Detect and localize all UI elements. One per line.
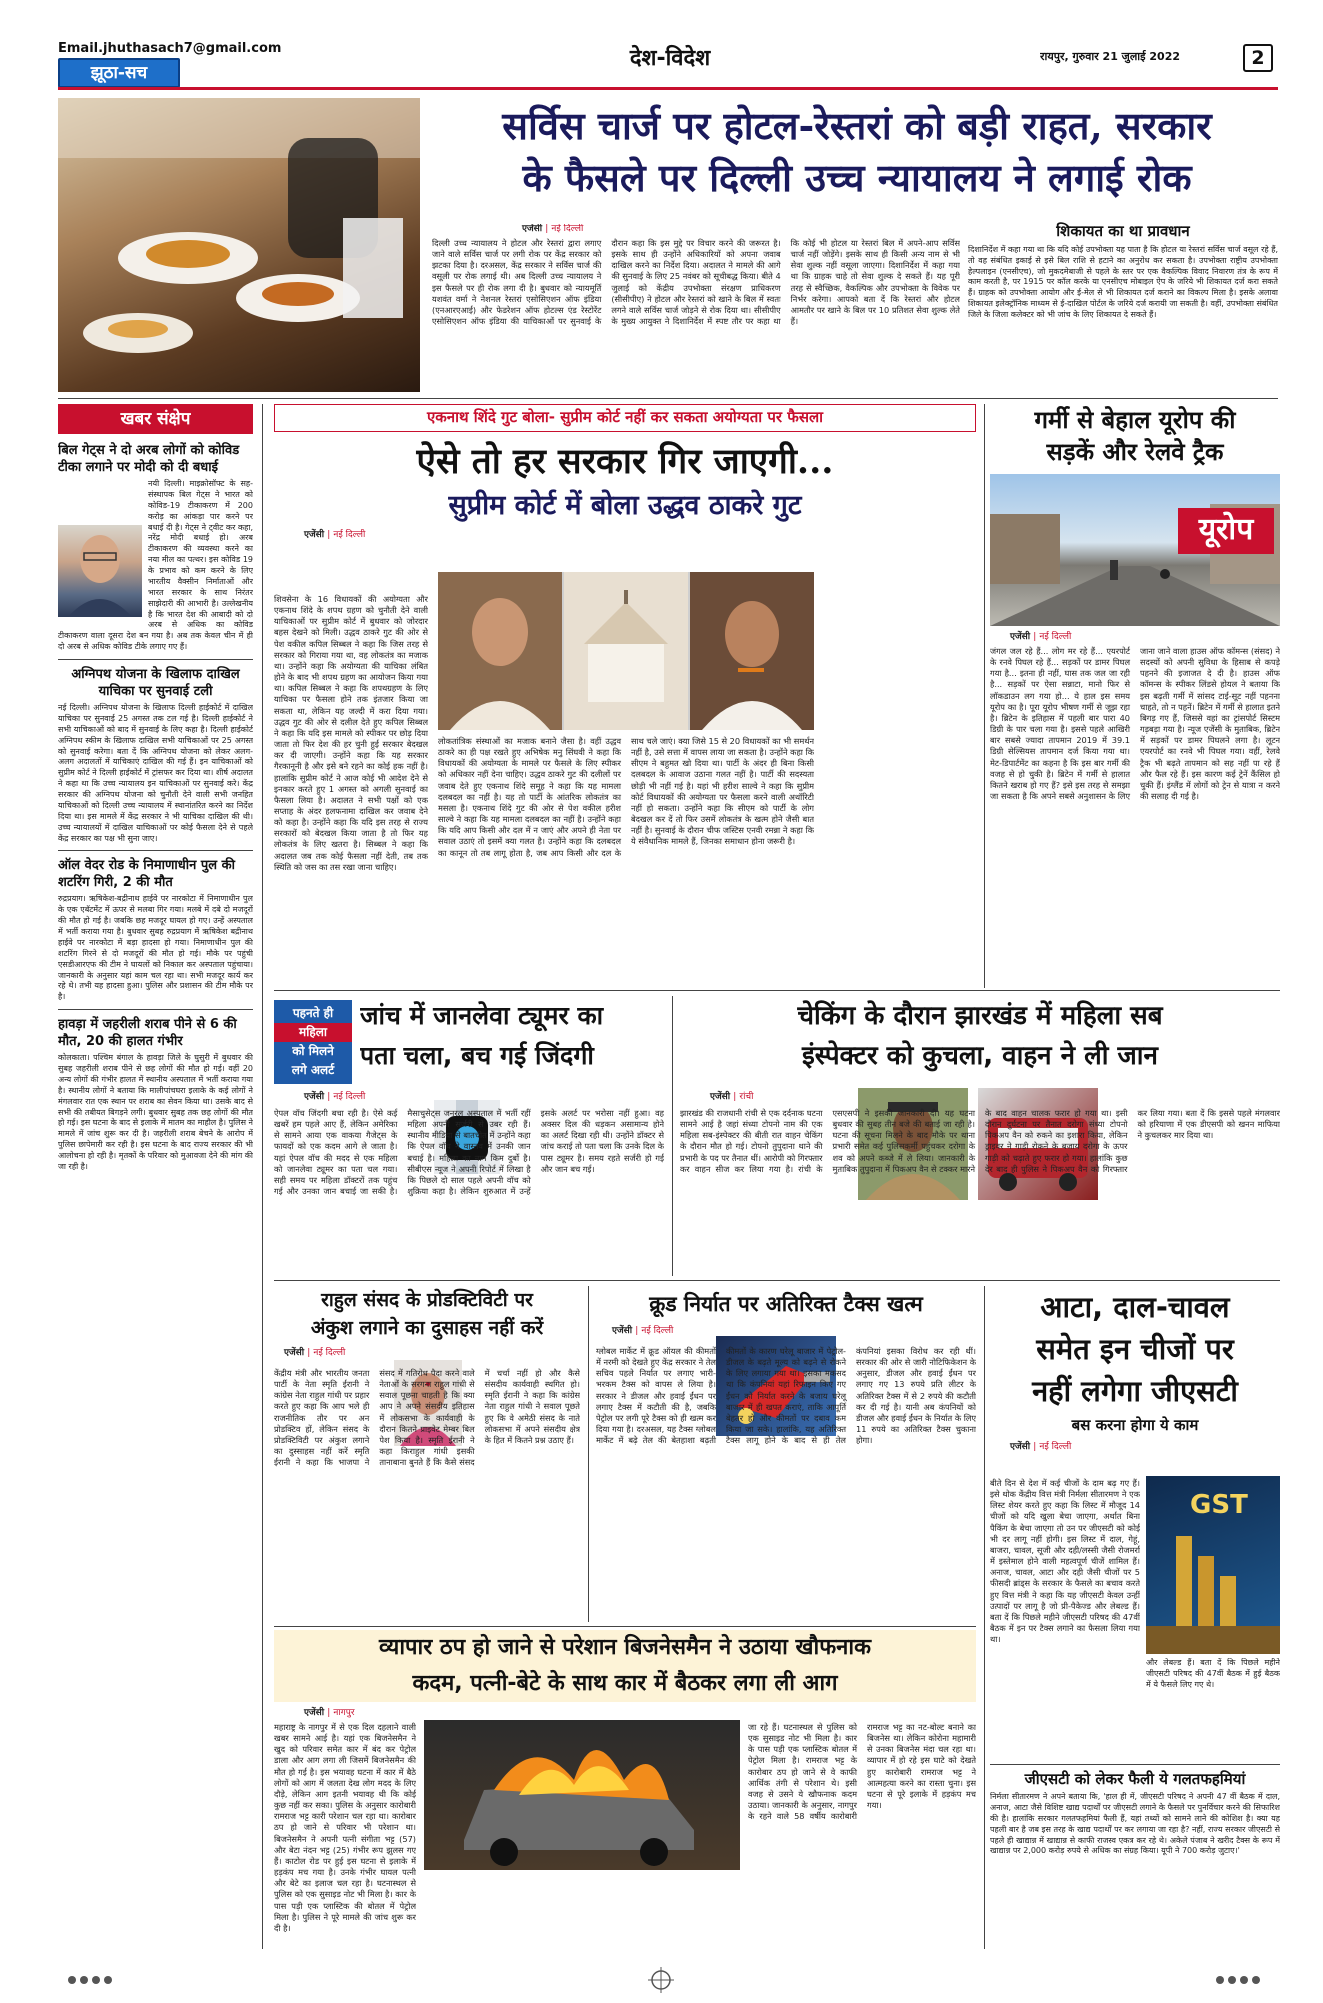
shinde-photos: [438, 572, 814, 730]
masthead: [0, 0, 1323, 90]
brief-item: [58, 442, 253, 653]
gst-headline: [990, 1286, 1280, 1412]
shinde-text-right: लोकतांत्रिक संस्थाओं का मजाक बनाने जैसा है। वहीं उद्धव ठाकरे का ही पक्ष रखते हुए अभिषेक मनु सिंघवी ने कहा कि विधायकों की अयोग्यता के मामले पर फैसले के लिए स्पीकर को अधिकार नहीं देना चाहिए। उद्धव ठाकरे गुट की दलीलों पर जवाब देते हुए एकनाथ शिंदे समूह ने कहा कि यह मामला दलबदल का नहीं है। यह तो पार्टी के आंतरिक लोकतंत्र का मसला है। एकनाथ शिंदे गुट की ओर से पेश वकील हरीश साल्वे ने कहा कि यह मामला दलबदल का नहीं है। उन्होंने कहा कि यदि आप किसी और दल में न जाएं और अपने ही नेता पर सवाल उठाएं तो इसमें क्या गलत है। उन्होंने कहा कि दलबदल का कानून तो तब लागू होता है, जब आप किसी और दल के साथ चले जाएं। क्या जिसे 15 से 20 विधायकों का भी समर्थन नहीं है, उसे सत्ता में वापस लाया जा सकता है। उन्होंने कहा कि सीएम ने बहुमत खो दिया था। पार्टी के अंदर ही बिना किसी दलबदल के आवाज उठाना गलत नहीं है। पार्टी की सदस्यता छोड़ी भी नहीं गई है। यहां भी हरीश साल्वे ने कहा कि सुप्रीम कोर्ट विधायकों की अयोग्यता पर फैसला करने वाली अथॉरिटी नहीं हो सकता। उन्होंने कहा कि सीएम को पार्टी के लोग बेदखल कर दें तो फिर उसमें लोकतंत्र के खत्म होने जैसी बात नहीं है। सुनवाई के दौरान चीफ जस्टिस एनवी रमन्ना ने कहा कि ये संवैधानिक मामले हैं, जिनका समाधान होना जरूरी है।: [438, 736, 814, 858]
shinde-text-left: शिवसेना के 16 विधायकों की अयोग्यता और एकनाथ शिंदे के शपथ ग्रहण को चुनौती देने वाली याचिकाओं पर सुप्रीम कोर्ट में बुधवार को जोरदार बहस देखने को मिली। उद्धव ठाकरे गुट की ओर से पेश वकील कपिल सिब्बल ने कहा कि जिस तरह से सरकार को गिराया गया था, वह लोकतंत्र का मजाक था। उन्होंने कहा कि अयोग्यता की याचिका लंबित होने के बाद भी शपथ ग्रहण का आयोजन किया गया था। कपिल सिब्बल ने कहा कि शपथग्रहण के लिए याचिका पर फैसला होने तक इंतजार किया जा सकता था, लेकिन यह जल्दी में करा दिया गया। उद्धव गुट की ओर से दलील देते हुए कपिल सिब्बल ने कहा कि यदि इस मामले को स्पीकर पर छोड़ दिया जाता तो फिर देश की हर चुनी हुई सरकार बेदखल कर दी जाएगी। उन्होंने कहा कि यह सरकार गैरकानूनी है और इसे बने रहने का कोई हक नहीं है। हालांकि सुप्रीम कोर्ट ने आज कोई भी आदेश देने से इनकार करते हुए 1 अगस्त को अगली सुनवाई का फैसला लिया है। अदालत ने सभी पक्षों को एक सप्ताह के अंदर हलफनामा दाखिल कर जवाब देने को कहा है। उन्होंने कहा कि यदि इस तरह से राज्य सरकारों को बेदखल किया जाता है तो फिर यह लोकतंत्र के लिए खतरा है। सिब्बल ने कहा कि अदालत जब तक कोई फैसला नहीं देती, तब तक स्थिति को जस का तस रखा जाना चाहिए।: [274, 594, 428, 872]
col-rule: [672, 996, 673, 1276]
byline-location: नई दिल्ली: [641, 1326, 674, 1336]
col-rule: [984, 404, 985, 988]
jharkhand-byline: एजेंसी | रांची: [710, 1092, 754, 1102]
footer-registration-marks: [0, 1960, 1323, 2000]
sidebar-title: खबर संक्षेप: [58, 404, 253, 434]
divider-mid1: [274, 990, 1280, 991]
gst-subhead: बस करना होगा ये काम: [1071, 1416, 1199, 1434]
tumor-headline1: जांच में जानलेवा ट्यूमर का: [360, 1001, 604, 1030]
brief-divider: [58, 1009, 253, 1010]
sidebox-title: शिकायत का था प्रावधान: [1056, 222, 1190, 240]
top-story-body: [432, 224, 960, 394]
byline-agency: एजेंसी: [284, 1348, 305, 1358]
section-label: देश-विदेश: [629, 46, 711, 71]
top-headline-line2: के फैसले पर दिल्ली उच्च न्यायालय ने लगाई रोक: [522, 155, 1192, 200]
gst-byline: एजेंसी | नई दिल्ली: [1010, 1441, 1072, 1452]
top-story-headline: [432, 100, 1282, 204]
shinde-byline: एजेंसी | नई दिल्ली: [304, 529, 366, 540]
byline-location: रांची: [739, 1092, 754, 1102]
byline-agency: एजेंसी: [304, 1708, 325, 1718]
byline-agency: एजेंसी: [710, 1092, 731, 1102]
gst-image-label: GST: [1190, 1490, 1248, 1520]
tumor-tag: [274, 1000, 352, 1084]
gst-headline1: आटा, दाल-चावल: [1040, 1290, 1230, 1324]
tag-line4: लगे अलर्ट: [291, 1063, 335, 1077]
top-story-sidebox: [968, 222, 1278, 394]
businessman-text: महाराष्ट्र के नागपुर में से एक दिल दहलाने वाली खबर सामने आई है। यहां एक बिजनेसमैन ने खुद को परिवार समेत कार में बंद कर पेट्रोल डाला और आग लगा ली जिसमें बिजनेसमैन की मौत हो गई है। इस भयावह घटना में कार में बैठे लोगों को आग में जलता देख लोग मदद के लिए दौड़े, लेकिन आग इतनी भयावह थी कि कोई कुछ नहीं कर सका। पुलिस के अनुसार कारोबारी रामराज भट्ट कारी परेशान चल रहा था। कारोबार ठप हो जाने से परिवार भी परेशान था। बिजनेसमैन ने अपनी पत्नी संगीता भट्ट (57) और बेटा नंदन भट्ट (25) गंभीर रूप झुलस गए हैं। काटोल रोड पर हुई इस घटना से इलाके में हड़कंप मच गया है। उनके गंभीर घायल पत्नी और बेटे का इलाज चल रहा है। घटनास्थल से पुलिस को एक सुसाइड नोट भी मिला है। कार के पास पड़ी एक प्लास्टिक की बोतल में पेट्रोल मिला है। पुलिस ने पूरे मामले की जांच शुरू कर दी है।: [274, 1722, 416, 1933]
gst-box-text: निर्मला सीतारमण ने अपने बताया कि, 'हाल ही में, जीएसटी परिषद ने अपनी 47 वीं बैठक में दाल, अनाज, आटा जैसे विशिष्ट खाद्य पदार्थों पर जीएसटी लगाने के फैसले पर पुनर्विचार करने की सिफारिश की है। हालांकि सरकार गलतफहमियां फैली हैं, यहां तथ्यों को सामने लाने की कोशिश है। क्या यह पहली बार है जब इस तरह के खाद्य पदार्थों पर कर लगाया जा रहा है? नहीं, राज्य सरकार जीएसटी से पहले ही खाद्यान्न में खाद्यान्न से काफी राजस्व एकत्र कर रहे थे। अकेले पंजाब ने खरीद टैक्स के रूप में खाद्यान्न पर 2,000 करोड़ रुपये से अधिक का संग्रह किया। यूपी ने 700 करोड़ जुटाए।': [990, 1792, 1280, 1856]
top-headline-line1: सर्विस चार्ज पर होटल-रेस्तरां को बड़ी राहत, सरकार: [502, 103, 1212, 148]
hotel-food-photo: [58, 98, 420, 392]
tag-line3: को मिलने: [292, 1044, 334, 1058]
byline-location: नई दिल्ली: [551, 224, 584, 234]
brief-body: नई दिल्ली। अग्निपथ योजना के खिलाफ दिल्ली हाईकोर्ट में दाखिल याचिका पर सुनवाई 25 अगस्त तक टल गई है। दिल्ली हाईकोर्ट ने सभी याचिकाओं को बाद में सुनवाई के लिए कहा है। दिल्ली हाईकोर्ट अग्निपथ स्कीम के खिलाफ दाखिल सभी याचिकाओं पर 25 अगस्त को सुनवाई करेगा। बता दें कि अग्निपथ योजना को लेकर अलग-अलग अदालतों में याचिकाएं दाखिल की गई हैं। इन याचिकाओं को सुप्रीम कोर्ट ने दिल्ली हाईकोर्ट में ट्रांसफर कर दिया था। शीर्ष अदालत ने कहा था कि उच्च न्यायालय इन याचिकाओं पर सुनवाई करे। केंद्र सरकार की अग्निपथ योजना को चुनौती देने वाली सभी जनहित याचिकाओं को दिल्ली उच्च न्यायालय में स्थानांतरित करने का निर्देश दिया था। इस मामले में केंद्र सरकार ने भी याचिका दाखिल की थी। उच्च न्यायालयों में दाखिल याचिकाओं पर कोई फैसला देने से पहले केंद्र सरकार का पक्ष भी सुना जाए।: [58, 703, 253, 843]
crude-headline: क्रूड निर्यात पर अतिरिक्त टैक्स खत्म: [649, 1292, 923, 1316]
brief-item: [58, 666, 253, 844]
europe-text: जंगल जल रहे हैं... लोग मर रहे हैं... एयरपोर्ट के रनवे पिघल रहे हैं... सड़कों पर डामर पिघल गया है... इतना ही नहीं, घास तक जल जा रही है... सड़कों पर ऐसा सन्नाटा, मानो फिर से लॉकडाउन लग गया हो... ये हाल इस समय यूरोप का है। पूरा यूरोप भीषण गर्मी से जूझ रहा है। ब्रिटेन के इतिहास में पहली बार पारा 40 डिग्री के पार चला गया है। इससे पहले आखिरी बार सबसे ज्यादा तापमान 2019 में 39.1 डिग्री सेल्सियस तापमान दर्ज किया गया था। मेट-डिपार्टमेंट का कहना है कि इस बार गर्मी की वजह से हो चुकी है। ब्रिटेन में गर्मी से हालात कितने खराब हो गए हैं? इसे इस तरह से समझा जा सकता है कि अपने सबसे अनुशासन के लिए जाना जाने वाला हाउस ऑफ कॉमन्स (संसद) ने सदस्यों को अपनी सुविधा के हिसाब से कपड़े पहनने की इजाजत दे दी है। हाउस ऑफ कॉमन्स के स्पीकर लिंडसे होयल ने बताया कि इस बढ़ती गर्मी में सांसद टाई-सूट नहीं पहनना चाहते, तो न पहनें। ब्रिटेन में गर्मी से हालात इतने बिगड़ गए हैं, जिससे वहां का ट्रांसपोर्ट सिस्टम गड़बड़ा गया है। न्यूज एजेंसी के मुताबिक, ब्रिटेन में सड़कों पर डामर पिघलने लगा है। लूटन एयरपोर्ट का रनवे भी पिघल गया। वहीं, रेलवे ट्रैक भी बढ़ते तापमान को सह नहीं पा रहे हैं और फैल रहे हैं। इस कारण कई ट्रेनें कैंसिल हो चुकी हैं। इंग्लैंड में लोगों को ट्रेन से यात्रा न करने की सलाह दी गई है।: [990, 646, 1280, 802]
brief-divider: [58, 850, 253, 851]
brief-item: [58, 857, 253, 1003]
brief-headline: ऑल वेदर रोड के निमाणाधीन पुल की शटरिंग गिरी, 2 की मौत: [58, 858, 235, 891]
byline-agency: एजेंसी: [304, 1092, 325, 1102]
tumor-headline: [360, 996, 664, 1076]
byline-agency: एजेंसी: [612, 1326, 633, 1336]
gst-headline2: समेत इन चीजों पर: [1036, 1332, 1234, 1366]
masthead-date: रायपुर, गुरुवार 21 जुलाई 2022: [1040, 50, 1180, 63]
tag-line2: महिला: [274, 1023, 352, 1042]
gst-story: [990, 1286, 1280, 1949]
brief-divider: [58, 659, 253, 660]
rahul-text: केंद्रीय मंत्री और भारतीय जनता पार्टी के नेता स्मृति ईरानी ने कांग्रेस नेता राहुल गांधी पर प्रहार करते हुए कहा कि आप भले ही राजनीतिक तौर पर अन प्रोडक्टिव हों, लेकिन संसद के प्रोडक्टिविटी पर अंकुश लगाने का दुस्साहस नहीं करें स्मृति ईरानी ने कहा कि भाजपा ने संसद में गतिरोध पैदा करने वाले नेताओं के सरगना राहुल गांधी से सवाल पूछना चाहती है कि क्या आप ने अपने संसदीय इतिहास में लोकसभा के कार्यवाही के दौरान कितने प्राइवेट मेम्बर बिल पेश किया है। स्मृति ईरानी ने कहा किराहुल गांधी इसकी तानाबाना बुनते हैं कि कैसे संसद में चर्चा नहीं हो और कैसे संसदीय कार्यवाही स्थगित हो। स्मृति ईरानी ने कहा कि कांग्रेस नेता राहुल गांधी ने सवाल पूछते हुए कि वे अमेठी संसद के नाते लोकसभा में अपने संसदीय क्षेत्र के हित में कितने प्रश्न उठाए हैं।: [274, 1368, 580, 1468]
gst-text: बीते दिन से देश में कई चीजों के दाम बढ़ गए हैं। इसे थोक केंद्रीय वित्त मंत्री निर्मला सीतारमण ने एक लिस्ट शेयर करते हुए कहा कि लिस्ट में मौजूद 14 चीजों को यदि खुला बेचा जाएगा, अर्थात बिना पैकिंग के बेचा जाएगा तो उन पर जीएसटी को कोई भी दर लागू नहीं होगी। इस लिस्ट में दाल, गेहूं, बाजरा, चावल, सूजी और दही/लस्सी जैसी रोजमर्रा में इस्तेमाल होने वाली महत्वपूर्ण चीजें शामिल हैं। अनाज, चावल, आटा और दही जैसी चीजों पर 5 फीसदी ब्रांड्स के सरकार के फैसले का बचाव करते हुए वित्त मंत्री ने कहा कि यह जीएसटी केवल उन्हीं उत्पादों पर लागू है जो प्री-पैकेज्ड और लेबल्ड हैं। बता दें कि पिछले महीने जीएसटी परिषद की 47वीं बैठक में इन पर टैक्स लगाने का फैसला लिया गया था।: [990, 1478, 1140, 1645]
tag-line1: पहनते ही: [292, 1006, 334, 1020]
brief-body: कोलकाता। पश्चिम बंगाल के हावड़ा जिले के घुसुरी में बुधवार की सुबह जहरीली शराब पीने से छह लोगों की मौत हो गई। वहीं 20 अन्य लोगों की गंभीर हालत में स्थानीय अस्पताल में भर्ती कराया गया है। स्थानीय लोगों ने बताया कि मालीपांचघरा इलाके के कई लोगों ने मंगलवार रात एक स्थान पर शराब का सेवन किया था। उसके बाद से सभी की तबीयत बिगड़ने लगी। बुधवार सुबह तक छह लोगों की मौत हो गई। इस घटना के बाद से इलाके में मातम का माहौल है। पुलिस ने मामले में जांच शुरू कर दी है। जहरीली शराब बेचने के आरोप में पुलिस छापेमारी कर रही है। इस घटना के बाद राज्य सरकार की भी आलोचना हो रही है। मृतकों के परिवार को मुआवजा देने की मांग की जा रही है।: [58, 1053, 253, 1171]
gst-box-rule: [990, 1764, 1280, 1765]
byline-location: नई दिल्ली: [1039, 1441, 1072, 1452]
jharkhand-story: [680, 996, 1280, 1276]
rahul-story: [274, 1286, 580, 1622]
europe-byline: एजेंसी | नई दिल्ली: [1010, 632, 1072, 642]
byline-agency: एजेंसी: [304, 529, 325, 540]
tumor-text: ऐपल वॉच जिंदगी बचा रही है। ऐसे कई खबरें हम पहले आए हैं, लेकिन अमेरिका से सामने आया एक वाकया गैजेट्स के फायदों को एक कदम आगे ले जाता है। यहां ऐपल वॉच की मदद से एक महिला को जानलेवा ट्यूमर का पता चल गया। सही समय पर महिला डॉक्टरों तक पहुंच गई और उनका जान बचाई जा सकी है। मैसाचुसेट्स जनरल अस्पताल में भर्ती रहीं महिला अपनी सर्जरी से उबर रही हैं। स्थानीय मीडिया से बातचीत में उन्होंने कहा कि ऐपल वॉच ने वास्तव में उनकी जान बचाई है। महिला का नाम किम दुर्बो है। सीबीएस न्यूज ने अपनी रिपोर्ट में लिखा है कि पिछले दो साल पहले अपनी वॉच को शुक्रिया कहा है। लेकिन शुरुआत में उन्हें इसके अलर्ट पर भरोसा नहीं हुआ। वह अक्सर दिल की धड़कन असामान्य होने का अलर्ट दिखा रही थी। उन्होंने डॉक्टर से जांच कराई तो पता चला कि उनके दिल के पास ट्यूमर है। समय रहते सर्जरी हो गई और जान बच गई।: [274, 1108, 664, 1197]
businessman-headline2: कदम, पत्नी-बेटे के साथ कार में बैठकर लगा ली आग: [274, 1666, 976, 1702]
top-story-byline: एजेंसी | नई दिल्ली: [522, 224, 584, 234]
gst-coins-photo: [1146, 1476, 1280, 1654]
gst-headline3: नहीं लगेगा जीएसटी: [1032, 1374, 1238, 1408]
byline-agency: एजेंसी: [522, 224, 543, 234]
europe-headline2: सड़कें और रेलवे ट्रैक: [1046, 438, 1224, 466]
brief-body: नयी दिल्ली। माइक्रोसॉफ्ट के सह-संस्थापक बिल गेट्स ने भारत को कोविड-19 टीकाकरण में 200 करोड़ का आंकड़ा पार करने पर बधाई दी है। गेट्स ने ट्वीट कर कहा, नरेंद्र मोदी बधाई हो। अरब टीकाकरण की व्यवस्था करने का नया मील का पत्थर। इस कोविड 19 के प्रभाव को कम करने के लिए भारतीय वैक्सीन निर्माताओं और भारत सरकार के साथ निरंतर साझेदारी की आभारी है। उल्लेखनीय है कि भारत देश की आबादी को दो अरब से अधिक का कोविड टीकाकरण वाला दूसरा देश बन गया है। अब तक केवल चीन में ही दो अरब से अधिक कोविड टीके लगाए गए हैं।: [58, 479, 253, 652]
jharkhand-headline1: चेकिंग के दौरान झारखंड में महिला सब: [797, 1001, 1163, 1031]
europe-headline1: गर्मी से बेहाल यूरोप की: [1034, 406, 1236, 434]
europe-story: [990, 404, 1280, 988]
masthead-email: Email.jhuthasach7@gmail.com: [58, 41, 282, 56]
businessman-story: [274, 1630, 976, 1950]
brief-headline: बिल गेट्स ने दो अरब लोगों को कोविड टीका लगाने पर मोदी को दी बधाई: [58, 443, 240, 475]
byline-agency: एजेंसी: [1010, 1441, 1031, 1452]
rahul-byline: एजेंसी | नई दिल्ली: [284, 1348, 346, 1358]
brand-logo: [58, 58, 180, 88]
brand-name: झूठा-सच: [90, 63, 148, 83]
gst-box-title: जीएसटी को लेकर फैली ये गलतफहमियां: [1024, 1770, 1246, 1788]
page-number: 2: [1243, 44, 1273, 72]
news-brief-sidebar: [58, 404, 253, 1949]
brief-item: [58, 1016, 253, 1173]
sidebar-rule: [262, 404, 263, 1949]
businessman-headline1: व्यापार ठप हो जाने से परेशान बिजनेसमैन ने उठाया खौफनाक: [274, 1630, 976, 1666]
car-fire-photo: [424, 1720, 740, 1870]
divider-mid2: [274, 1280, 1280, 1281]
rahul-headline1: राहुल संसद के प्रोडक्टिविटी पर: [321, 1289, 533, 1311]
byline-location: नई दिल्ली: [313, 1348, 346, 1358]
byline-agency: एजेंसी: [1010, 632, 1031, 642]
brief-headline: हावड़ा में जहरीली शराब पीने से 6 की मौत, 20 की हालत गंभीर: [58, 1017, 237, 1050]
divider-mid3: [274, 1626, 976, 1627]
jharkhand-headline2: इंस्पेक्टर को कुचला, वाहन ने ली जान: [802, 1041, 1158, 1071]
top-story-text: दिल्ली उच्च न्यायालय ने होटल और रेस्तरां द्वारा लगाए जाने वाले सर्विस चार्ज पर लगी रोक पर केंद्र सरकार को झटका दिया है। दरअसल, केंद्र सरकार ने सर्विस चार्ज की वसूली पर रोक लगाई थी। अब दिल्ली उच्च न्यायालय ने इस फैसले पर ही रोक लगा दी है। बुधवार को न्यायमूर्ति यशवंत वर्मा ने नेशनल रेस्तरां एसोसिएशन ऑफ इंडिया (एनआरएआई) और फेडरेशन ऑफ होटल्स एंड रेस्टोरेंट एसोसिएशन ऑफ इंडिया की याचिकाओं पर सुनवाई के दौरान कहा कि इस मुद्दे पर विचार करने की जरूरत है। इसके साथ ही उन्होंने अधिकारियों को अपना जवाब दाखिल करने का निर्देश दिया। अदालत ने मामले की आगे की सुनवाई के लिए 25 नवंबर को सूचीबद्ध किया। बीते 4 जुलाई को केंद्रीय उपभोक्ता संरक्षण प्राधिकरण (सीसीपीए) ने होटल और रेस्तरां को खाने के बिल में स्वतः लगने वाले सर्विस चार्ज जोड़ने से रोक दिया था। सीसीपीए के मुख्य आयुक्त ने दिशानिर्देश में स्पष्ट तौर पर कहा था कि कोई भी होटल या रेस्तरां बिल में अपने-आप सर्विस चार्ज नहीं जोड़ेंगे। इसके साथ ही किसी अन्य नाम से भी सेवा शुल्क नहीं वसूला जाएगा। दिशानिर्देश में कहा गया था कि ग्राहक चाहे तो सेवा शुल्क दे सकते हैं। यह पूरी तरह से स्वैच्छिक, वैकल्पिक और उपभोक्ता के विवेक पर निर्भर करेगा। आपको बता दें कि रेस्तरां और होटल आमतौर पर खाने के बिल पर 10 प्रतिशत सेवा शुल्क लेते हैं।: [432, 237, 960, 326]
col-rule: [588, 1286, 589, 1622]
sidebox-text: दिशानिर्देश में कहा गया था कि यदि कोई उपभोक्ता यह पाता है कि होटल या रेस्तरां सर्विस चार्ज वसूल रहे हैं, तो वह संबंधित इकाई से इसे बिल राशि से हटाने का अनुरोध कर सकता है। उपभोक्ता राष्ट्रीय उपभोक्ता हेल्पलाइन (एनसीएच), जो मुकदमेबाजी से पहले के स्तर पर एक वैकल्पिक विवाद निवारण तंत्र के रूप में काम करती है, पर 1915 पर कॉल करके या एनसीएच मोबाइल ऐप के जरिये भी शिकायत दर्ज करा सकते हैं। ग्राहक को उपभोक्ता आयोग और ई-मेल से भी शिकायत दर्ज कराने का विकल्प मिला है। इसके अलावा शिकायत इलेक्ट्रॉनिक माध्यम से ई-दाखिल पोर्टल के जरिये दर्ज करायी जा सकती है। वहीं, उपभोक्ता संबंधित जिले के जिला कलेक्टर को भी जांच के लिए शिकायत दे सकते हैं।: [968, 244, 1278, 320]
europe-tag: यूरोप: [1178, 508, 1274, 554]
tumor-byline: एजेंसी | नई दिल्ली: [304, 1092, 366, 1102]
tumor-headline2: पता चला, बच गई जिंदगी: [360, 1041, 594, 1070]
shinde-headline1: ऐसे तो हर सरकार गिर जाएगी...: [416, 440, 834, 482]
shinde-kicker: एकनाथ शिंदे गुट बोला- सुप्रीम कोर्ट नहीं कर सकता अयोग्यता पर फैसला: [274, 404, 976, 432]
col-rule: [984, 1286, 985, 1949]
byline-location: नई दिल्ली: [333, 1092, 366, 1102]
crude-story: [596, 1286, 976, 1622]
businessman-byline: एजेंसी | नागपुर: [304, 1708, 355, 1718]
byline-location: नागपुर: [333, 1708, 355, 1718]
byline-location: नई दिल्ली: [1039, 632, 1072, 642]
jharkhand-text: झारखंड की राजधानी रांची से एक दर्दनाक घटना सामने आई है जहां संध्या टोपनो नाम की एक महिला सब-इंस्पेक्टर की बीती रात वाहन चेकिंग के दौरान मौत हो गई। टोपनो तुपुदाना थाने की प्रभारी के पद पर तैनात थीं। आरोपी को गिरफ्तार कर वाहन सीज कर लिया गया है। रांची के एसएसपी ने इसकी जानकारी दी। यह घटना बुधवार की सुबह तीन बजे की बताई जा रही है। घटना की सूचना मिलने के बाद मौके पर थाना प्रभारी समेत कई पुलिसकर्मी पहुंचकर दरोगा के शव को अपने कब्जे में ले लिया। जानकारी के मुताबिक तुपुदाना में पिकअप वैन से टक्कर मारने के बाद वाहन चालक फरार हो गया था। इसी दौरान दुर्घटना पर तैनात दरोगा संध्या टोपनो पिकअप वैन को रुकने का इशारा किया, लेकिन ड्राइवर ने गाड़ी रोकने के बजाय दरोगा के ऊपर गाड़ी को चढ़ाते हुए फरार हो गया। हालांकि कुछ देर बाद ही पुलिस ने पिकअप वैन को गिरफ्तार कर लिया गया। बता दें कि इससे पहले मंगलवार को हरियाणा में एक डीएसपी को खनन माफिया ने कुचलकर मार दिया था।: [680, 1108, 1280, 1174]
brief-body: रुद्रप्रयाग। ऋषिकेश-बद्रीनाथ हाईवे पर नारकोटा में निमाणाधीन पुल के एक एबॅटमेंट में ऊपर से मलबा गिर गया। मलबे में दबे दो मजदूरों की मौत हो गई है। जबकि छह मजदूर घायल हो गए। उन्हें अस्पताल में भर्ती कराया गया है। बुधवार सुबह रुद्रप्रयाग में ऋषिकेश बद्रीनाथ हाईवे पर नारकोटा में बड़ा हादसा हो गया। निमाणाधीन पुल की शटरिंग गिरने से दो मजदूरों की मौत हो गई। मौके पर पहुंची एसडीआरएफ की टीम ने घायलों को निकाल कर अस्पताल पहुंचाया। जानकारी के अनुसार यहां काम चल रहा था। सभी मजदूर कार्य कर रहे थे। तभी यह हादसा हुआ। पुलिस और प्रशासन की टीम मौके पर है।: [58, 894, 253, 1002]
rahul-headline2: अंकुश लगाने का दुसाहस नहीं करें: [310, 1317, 544, 1339]
crude-byline: एजेंसी | नई दिल्ली: [612, 1326, 674, 1336]
masthead-rule: [58, 87, 1278, 90]
shinde-headline2: सुप्रीम कोर्ट में बोला उद्धव ठाकरे गुट: [448, 489, 802, 521]
shinde-story: [274, 404, 976, 988]
bill-gates-photo: [58, 525, 142, 617]
businessman-text-b: जा रहे हैं। घटनास्थल से पुलिस को एक सुसाइड नोट भी मिला है। कार के पास पड़ी एक प्लास्टिक बोतल में पेट्रोल मिला है। रामराज भट्ट के कारोबार ठप हो जाने से वे काफी आर्थिक तंगी से परेशान थे। इसी वजह से उसने ये खौफनाक कदम उठाया। जानकारी के अनुसार, नागपुर के रहने वाले 58 वर्षीय कारोबारी रामराज भट्ट का नट-बोल्ट बनाने का बिजनेस था। लेकिन कोरोना महामारी से उनका बिजनेस मंदा चल रहा था। व्यापार में हो रहे इस घाटे को देखते हुए कारोबारी रामराज भट्ट ने आत्महत्या करने का रास्ता चुना। इस घटना से पूरे इलाके में हड़कंप मच गया।: [748, 1722, 976, 1822]
brief-headline: अग्निपथ योजना के खिलाफ दाखिल याचिका पर सुनवाई टली: [71, 667, 240, 699]
gst-text-cont: और लेबल्ड हैं। बता दें कि पिछले महीने जीएसटी परिषद की 47वीं बैठक में हुई बैठक में ये फैसले लिए गए थे।: [1146, 1658, 1280, 1689]
crude-text: ग्लोबल मार्केट में क्रूड ऑयल की कीमतों में नरमी को देखते हुए केंद्र सरकार ने तेल सचिव पहले निर्यात पर लगाए भारी-भरकम टैक्स को वापस ले लिया है। सरकार ने डीजल और हवाई ईंधन पर लगाए टैक्स में कटौती की है, जबकि पेट्रोल पर लगी पूरे टैक्स को ही खत्म कर दिया गया है। दरअसल, यह टैक्स ग्लोबल मार्केट में बढ़े तेल की बेतहाशा बढ़ती कीमतों के कारण घरेलू बाजार में पेट्रोल-डीजल के बढ़ते मूल्य को बढ़ने से रोकने के लिए लगाया गया था। इसका मकसद था कि कंपनियां यहां रिफाइन किए गए ईंधन को निर्यात करने के बजाय घरेलू बाजार में ही खपत कराएं, ताकि आपूर्ति बेहतर हो और कीमतों पर दबाव कम किया जा सके। हालांकि, यह अतिरिक्त टैक्स लागू होने के बाद से ही तेल कंपनियां इसका विरोध कर रही थीं। सरकार की ओर से जारी नोटिफिकेशन के अनुसार, डीजल और हवाई ईंधन पर लगाए गए 13 रुपये प्रति लीटर के अतिरिक्त टैक्स में से 2 रुपये की कटौती कर दी गई है। यानी अब कंपनियों को डीजल और हवाई ईंधन के निर्यात के लिए 11 रुपये का अतिरिक्त टैक्स चुकाना होगा।: [596, 1346, 976, 1446]
tumor-story: [274, 996, 664, 1276]
divider-top: [58, 398, 1278, 399]
byline-location: नई दिल्ली: [333, 529, 366, 540]
